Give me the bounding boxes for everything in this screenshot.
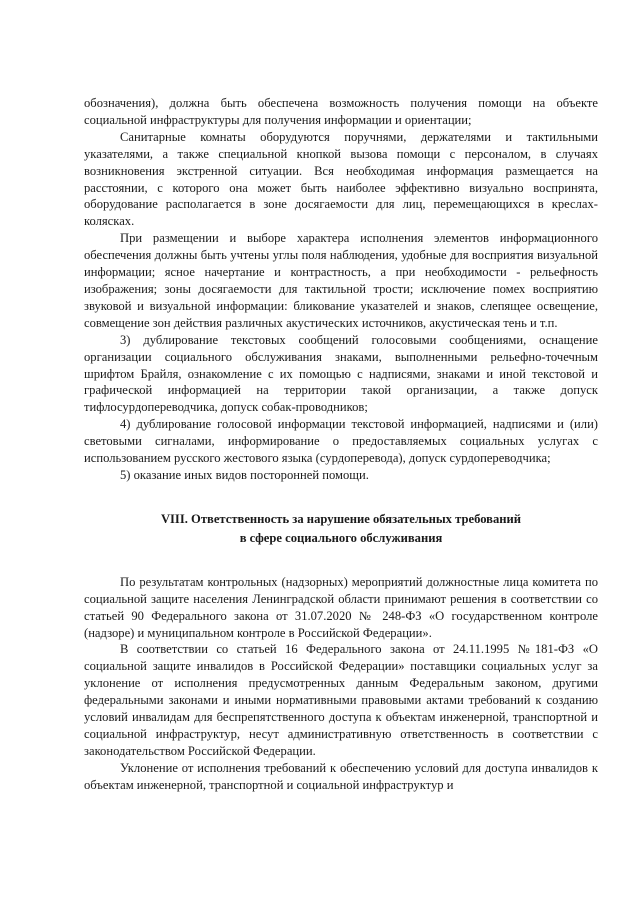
list-item-5: 5) оказание иных видов посторонней помощи. [120,467,369,482]
paragraph-article-16: В соответствии со статьей 16 Федерального закона от 24.11.1995 №181-ФЗ «О социальной защите инвалидов в Российской Федерации» поставщики социальных услуг за уклонение от исполнения предусмотренных данным Федеральным законом, другими федеральными законами и иными нормативными правовыми актами требований к созданию условий инвалидам для беспрепятственного доступа к объектам инженерной, транспортной и социальной инфраструктур, несут административную ответственность в соответствии с законодательством Российской Федерации. [84,642,598,758]
paragraph-information-placement: При размещении и выборе характера исполнения элементов информационного обеспечения должны быть учтены углы поля наблюдения, удобные для восприятия визуальной информации; ясное начертание и контрастность, а при необходимости - рельефность изображения; зоны досягаемости для тактильной трости; исключение помех восприятию звуковой и визуальной информации: бликование указателей и знаков, слепящее освещение, совмещение зон действия различных акустических источников, акустическая тень и т.п. [84,231,598,330]
paragraph-sanitary-rooms: Санитарные комнаты оборудуются поручнями, держателями и тактильными указателями, а также специальной кнопкой вызова помощи с персоналом, в случаях возникновения экстренной ситуации. Вся необходимая информация размещается на расстоянии, с которого она может быть наиболее эффективно визуально воспринята, оборудование располагается в зоне досягаемости для лиц, перемещающихся в креслах-колясках. [84,129,598,229]
section-heading [84,510,598,548]
paragraph-continuation: обозначения), должна быть обеспечена возможность получения помощи на объекте социальной инфраструктуры для получения информации и ориентации; [84,96,598,127]
section-heading-line-2: в сфере социального обслуживания [239,530,443,545]
paragraph-evasion: Уклонение от исполнения требований к обеспечению условий для доступа инвалидов к объектам инженерной, транспортной и социальной инфраструктур и [84,760,598,792]
section-heading-line-1: VIII. Ответственность за нарушение обязательных требований [160,511,522,526]
document-page [84,95,598,794]
paragraph-control-results: По результатам контрольных (надзорных) мероприятий должностные лица комитета по социальной защите населения Ленинградской области принимают решения в соответствии со статьей 90 Федерального закона от 31.07.2020 № 248-ФЗ «О государственном контроле (надзоре) и муниципальном контроле в Российской Федерации». [84,574,598,640]
list-item-4: 4) дублирование голосовой информации текстовой информацией, надписями и (или) световыми сигналами, информирование о предоставляемых социальных услугах с использованием русского жестового языка (сурдоперевода), допуск сурдопереводчика; [84,417,598,466]
list-item-3: 3) дублирование текстовых сообщений голосовыми сообщениями, оснащение организации социального обслуживания знаками, выполненными рельефно-точечным шрифтом Брайля, ознакомление с их помощью с надписями, знаками и иной текстовой и графической информацией на территории такой организации, а также допуск тифлосурдопереводчика, допуск собак-проводников; [84,332,598,415]
